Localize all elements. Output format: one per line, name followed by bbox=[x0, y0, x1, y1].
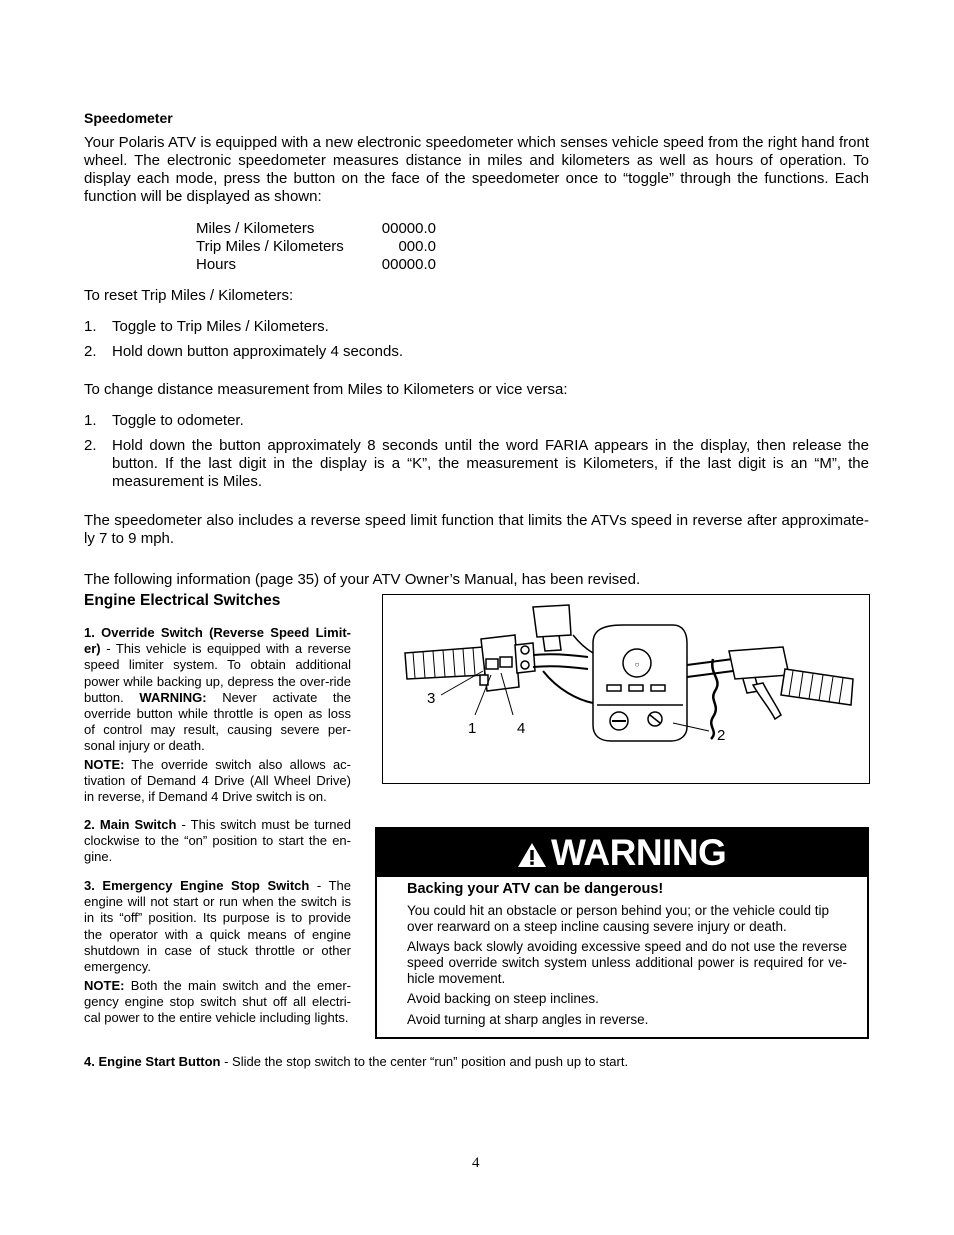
switches-heading: Engine Electrical Switches bbox=[84, 592, 281, 609]
list-number: 2. bbox=[84, 343, 97, 360]
main-switch-text: - This switch must be turned clockwise to the “on” position to start the en-gine. bbox=[84, 817, 352, 865]
warning-paragraph: You could hit an obstacle or person behind you; or the vehicle could tip over rearward on a steep incline causing severe injury or death. bbox=[407, 903, 830, 934]
start-button-paragraph bbox=[84, 1054, 628, 1070]
override-switch-paragraph bbox=[84, 625, 351, 755]
list-item bbox=[84, 437, 869, 491]
callout-3: 3 bbox=[427, 690, 436, 707]
mode-label: Hours bbox=[196, 256, 237, 273]
reverse-limit-text: The speedometer also includes a reverse speed limit function that limits the ATVs speed in reverse after approximate-ly 7 to 9 mph. bbox=[84, 512, 869, 547]
reset-intro: To reset Trip Miles / Kilometers: bbox=[84, 287, 294, 304]
warning-subtitle: Backing your ATV can be dangerous! bbox=[407, 881, 664, 897]
list-item bbox=[84, 318, 869, 336]
callout-1: 1 bbox=[468, 720, 477, 737]
list-text: Hold down the button approximately 8 seconds until the word FARIA appears in the display, then release the button. If the last digit in the display is a “K”, the measurement is Kilometers, if the last digit is an “M”, the measurement is Miles. bbox=[112, 437, 869, 490]
override-note-label: NOTE: bbox=[84, 757, 125, 772]
stop-note-label: NOTE: bbox=[84, 978, 125, 993]
override-warning-text: Never activate the override button while throttle is open as loss of control may result, causing severe per-sonal injury or death. bbox=[84, 689, 351, 754]
callout-4: 4 bbox=[517, 720, 526, 737]
list-text: Toggle to Trip Miles / Kilometers. bbox=[112, 318, 329, 335]
callout-2: 2 bbox=[717, 727, 726, 744]
list-number: 1. bbox=[84, 318, 97, 335]
mode-row bbox=[196, 256, 436, 274]
handlebar-figure bbox=[382, 594, 870, 784]
stop-note-paragraph bbox=[84, 978, 351, 1027]
change-intro: To change distance measurement from Miles to Kilometers or vice versa: bbox=[84, 381, 568, 398]
main-switch-paragraph bbox=[84, 817, 351, 866]
speedometer-intro: Your Polaris ATV is equipped with a new electronic speedometer which senses vehicle speed from the right hand front wheel. The electronic speedometer measures distance in miles and kilometers as well as hours of operation. To display each mode, press the button on the face of the speedometer once to “toggle” through the functions. Each function will be displayed as shown: bbox=[84, 134, 869, 205]
stop-switch-paragraph bbox=[84, 878, 351, 975]
warning-paragraph: Avoid backing on steep inclines. bbox=[407, 991, 599, 1006]
stop-switch-text: - The engine will not start or run when the switch is in its “off” position. Its purpose is to provide the operator with a quick means of engine shutdown in case of stuck throttle or other emergency. bbox=[84, 878, 352, 975]
handlebar-illustration bbox=[383, 595, 869, 783]
mode-row bbox=[196, 238, 436, 256]
page-number: 4 bbox=[472, 1155, 480, 1171]
list-item bbox=[84, 412, 869, 430]
main-switch-title: 2. Main Switch bbox=[84, 817, 177, 832]
override-switch-title: 1. Override Switch (Reverse Speed Limit-er) bbox=[84, 625, 351, 657]
speedometer-heading: Speedometer bbox=[84, 110, 173, 126]
start-button-text: - Slide the stop switch to the center “run” position and push up to start. bbox=[220, 1054, 629, 1069]
warning-header bbox=[377, 829, 867, 877]
mode-value: 000.0 bbox=[398, 238, 436, 255]
revised-note: The following information (page 35) of your ATV Owner’s Manual, has been revised. bbox=[84, 571, 641, 588]
list-item bbox=[84, 343, 869, 361]
override-note-paragraph bbox=[84, 757, 351, 806]
override-note-text: The override switch also allows ac-tivation of Demand 4 Drive (All Wheel Drive) in reverse, if Demand 4 Drive switch is on. bbox=[84, 757, 351, 805]
override-switch-text: - This vehicle is equipped with a reverse speed limiter system. To obtain additional power while backing up, depress the over-ride button. bbox=[84, 641, 351, 705]
list-text: Toggle to odometer. bbox=[112, 412, 244, 429]
start-button-title: 4. Engine Start Button bbox=[84, 1054, 221, 1069]
mode-label: Miles / Kilometers bbox=[196, 220, 315, 237]
svg-text:○: ○ bbox=[634, 660, 640, 669]
warning-paragraph: Avoid turning at sharp angles in reverse. bbox=[407, 1012, 649, 1027]
warning-paragraph: Always back slowly avoiding excessive speed and do not use the reverse speed override switch system unless additional power is required for ve-hicle movement. bbox=[407, 939, 847, 986]
mode-value: 00000.0 bbox=[381, 220, 436, 237]
warning-triangle-icon bbox=[517, 842, 547, 868]
mode-row bbox=[196, 220, 436, 238]
list-number: 1. bbox=[84, 412, 97, 429]
list-text: Hold down button approximately 4 seconds. bbox=[112, 343, 404, 360]
override-warning-label: WARNING: bbox=[139, 689, 207, 705]
stop-switch-title: 3. Emergency Engine Stop Switch bbox=[84, 878, 310, 893]
stop-note-text: Both the main switch and the emer-gency engine stop switch shut off all electri-cal power to the entire vehicle including lights. bbox=[84, 978, 351, 1026]
mode-value: 00000.0 bbox=[381, 256, 436, 273]
warning-title: WARNING bbox=[551, 832, 727, 873]
warning-box bbox=[375, 827, 869, 1039]
mode-label: Trip Miles / Kilometers bbox=[196, 238, 344, 255]
mode-table bbox=[196, 220, 436, 276]
list-number: 2. bbox=[84, 437, 97, 454]
